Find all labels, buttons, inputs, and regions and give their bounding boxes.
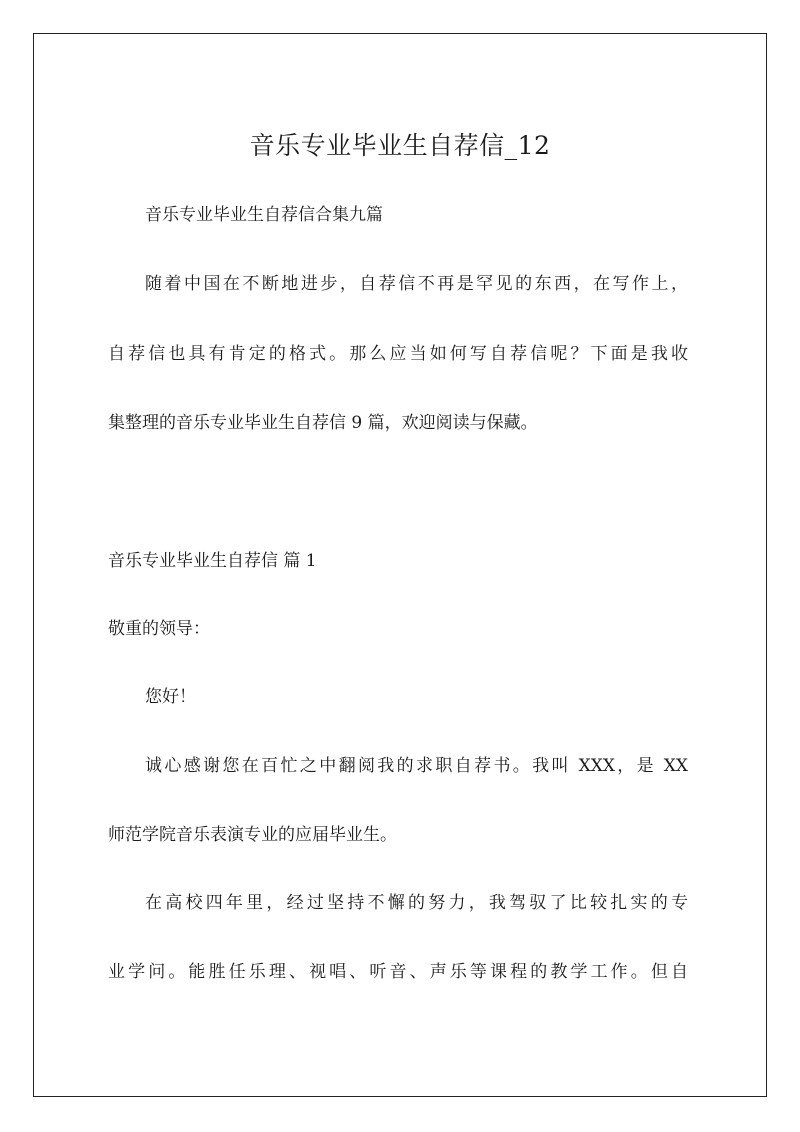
document-title: 音乐专业毕业生自荐信_12 xyxy=(249,131,551,160)
intro-line-3: 集整理的音乐专业毕业生自荐信 9 篇，欢迎阅读与保藏。 xyxy=(108,413,538,433)
body-line-1: 诚心感谢您在百忙之中翻阅我的求职自荐书。我叫 XXX，是 XX xyxy=(145,756,688,776)
intro-line-1: 随着中国在不断地进步，自荐信不再是罕见的东西，在写作上， xyxy=(145,274,688,294)
intro-line-2: 自荐信也具有肯定的格式。那么应当如何写自荐信呢？下面是我收 xyxy=(108,344,688,364)
section-heading: 音乐专业毕业生自荐信 篇 1 xyxy=(108,551,317,571)
body-line-3: 在高校四年里，经过坚持不懈的努力，我驾驭了比较扎实的专 xyxy=(145,893,688,913)
salutation: 敬重的领导： xyxy=(108,619,210,639)
greeting: 您好！ xyxy=(145,687,196,707)
document-subtitle: 音乐专业毕业生自荐信合集九篇 xyxy=(145,205,383,225)
body-line-2: 师范学院音乐表演专业的应届毕业生。 xyxy=(108,825,397,845)
body-line-4: 业学问。能胜任乐理、视唱、听音、声乐等课程的教学工作。但自 xyxy=(108,962,688,982)
